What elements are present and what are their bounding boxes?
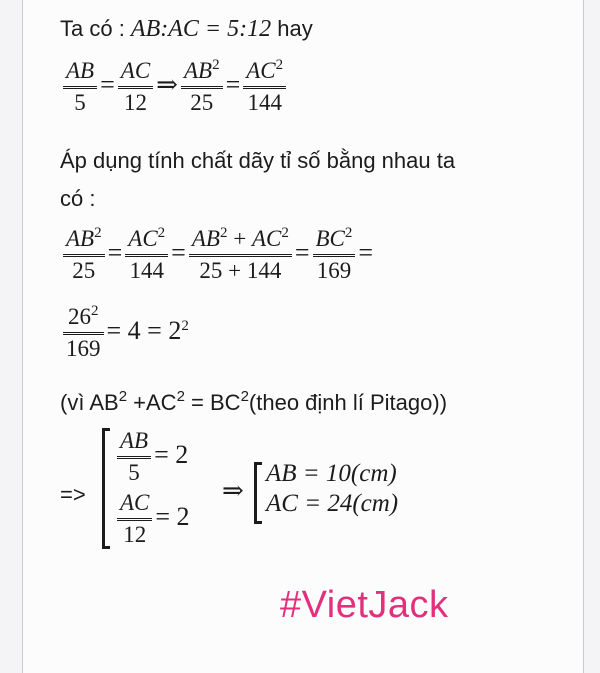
fraction-bc2-169: $\frac{BC^2}{169}$ [313, 226, 356, 284]
fraction-26sq-169: $\frac{26^2}{169}$ [63, 304, 104, 362]
fraction-sum: $\frac{AB^2 + AC^2}{25 + 144}$ [189, 226, 292, 284]
conclusion-arrow: => [60, 482, 86, 507]
intro-suffix: hay [277, 16, 313, 41]
fraction-ab2-25: $\frac{AB^2}{25}$ [181, 58, 223, 116]
intro-line [60, 16, 313, 43]
step1-equation: $\frac{AB}{5}$ = $\frac{AC}{12}$ ⇒ $\frac{AB^2}{25}$ = $\frac{AC^2}{144}$ [60, 58, 289, 116]
result-ab: AB = 10(cm) [266, 460, 397, 487]
step3-rhs: = 4 = 2 [106, 315, 182, 345]
pythagoras-reason: (vì $AB^2 +AC^2$ = $BC^2(theo$ định lí Pitago)) [60, 388, 448, 415]
fraction-ac2-144: $\frac{AC^2}{144}$ [243, 58, 286, 116]
system-bracket-left [102, 428, 110, 549]
fraction-ab2-25: $\frac{AB^2}{25}$ [63, 226, 105, 284]
intro-prefix: Ta có : [60, 16, 131, 41]
fraction-ac-12: $\frac{AC}{12}$ [118, 58, 153, 116]
system-line-2: $\frac{AC}{12}$ = 2 [114, 490, 190, 548]
apply-text-line-2: có : [60, 186, 96, 211]
step2-equation: $\frac{AB^2}{25}$ = $\frac{AC^2}{144}$ = $\frac{AB^2 + AC^2}{25 + 144}$ = $\frac{BC^2}{169}$ = [60, 226, 373, 284]
intro-ratio: AB:AC = 5:12 [130, 16, 272, 42]
apply-text-line-1: Áp dụng tính chất dãy tỉ số bằng nhau ta [60, 148, 456, 173]
vietjack-hashtag: #VietJack [280, 584, 449, 626]
implies-arrow: ⇒ [222, 476, 244, 505]
system-line-1: $\frac{AB}{5}$ = 2 [114, 428, 188, 486]
result-bracket [254, 462, 262, 524]
step3-equation: $\frac{26^2}{169}$ = $4 = 2^2$ [60, 304, 189, 362]
fraction-ac2-144: $\frac{AC^2}{144}$ [125, 226, 168, 284]
result-ac: AC = 24(cm) [266, 490, 399, 517]
fraction-ab-5: $\frac{AB}{5}$ [63, 58, 97, 116]
